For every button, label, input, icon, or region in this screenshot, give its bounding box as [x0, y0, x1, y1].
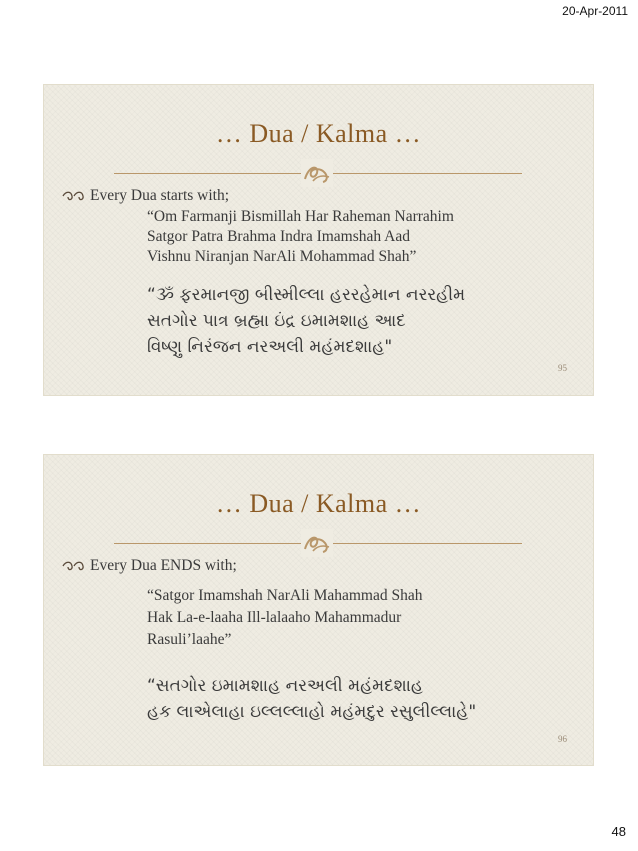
bullet-item — [62, 557, 237, 575]
slide-number: 96 — [558, 734, 567, 744]
bullet-glyph-icon — [62, 190, 86, 202]
bullet-glyph-icon — [62, 560, 86, 572]
page-number: 48 — [611, 824, 626, 839]
english-line: Hak La-e-laaha Ill-lalaaho Mahammadur — [147, 609, 402, 626]
gujarati-text — [147, 282, 465, 360]
slide-96 — [44, 455, 593, 765]
slide-title: … Dua / Kalma … — [215, 119, 422, 148]
slide-number: 95 — [558, 363, 567, 373]
flourish-icon — [301, 529, 333, 557]
english-line: Satgor Patra Brahma Indra Imamshah Aad — [147, 228, 410, 245]
bullet-text: Every Dua starts with; — [90, 187, 230, 204]
slide-95 — [44, 85, 593, 395]
gujarati-text — [147, 673, 476, 725]
bullet-text: Every Dua ENDS with; — [90, 557, 237, 574]
gujarati-line: વિષ્ણુ નિરંજન નરઅલી મહંમદશાહ" — [147, 337, 393, 357]
english-line: Rasuli’laahe” — [147, 631, 232, 648]
page-date: 20-Apr-2011 — [562, 4, 628, 18]
slide-title: … Dua / Kalma … — [215, 489, 422, 518]
gujarati-line: “ૐ ફરમાનજી બીસ્મીલ્લા હરરહેમાન નરરહીમ — [147, 285, 466, 305]
english-line: Vishnu Niranjan NarAli Mohammad Shah” — [147, 248, 417, 265]
english-line: “Satgor Imamshah NarAli Mahammad Shah — [147, 587, 423, 604]
english-line: “Om Farmanji Bismillah Har Raheman Narrahim — [147, 208, 454, 225]
gujarati-line: “સતગોર ઇમામશાહ નરઅલી મહંમદશાહ — [147, 676, 424, 696]
english-text — [147, 585, 423, 651]
bullet-item — [62, 187, 229, 205]
flourish-icon — [301, 159, 333, 187]
gujarati-line: હક લાએલાહા ઇલ્લલ્લાહો મહંમદુર રસુલીલ્લાહે" — [147, 702, 477, 722]
english-text — [147, 207, 454, 267]
gujarati-line: સતગોર પાત્ર બ્રહ્મા ઇંદ્ર ઇમામશાહ આદ — [147, 311, 406, 331]
